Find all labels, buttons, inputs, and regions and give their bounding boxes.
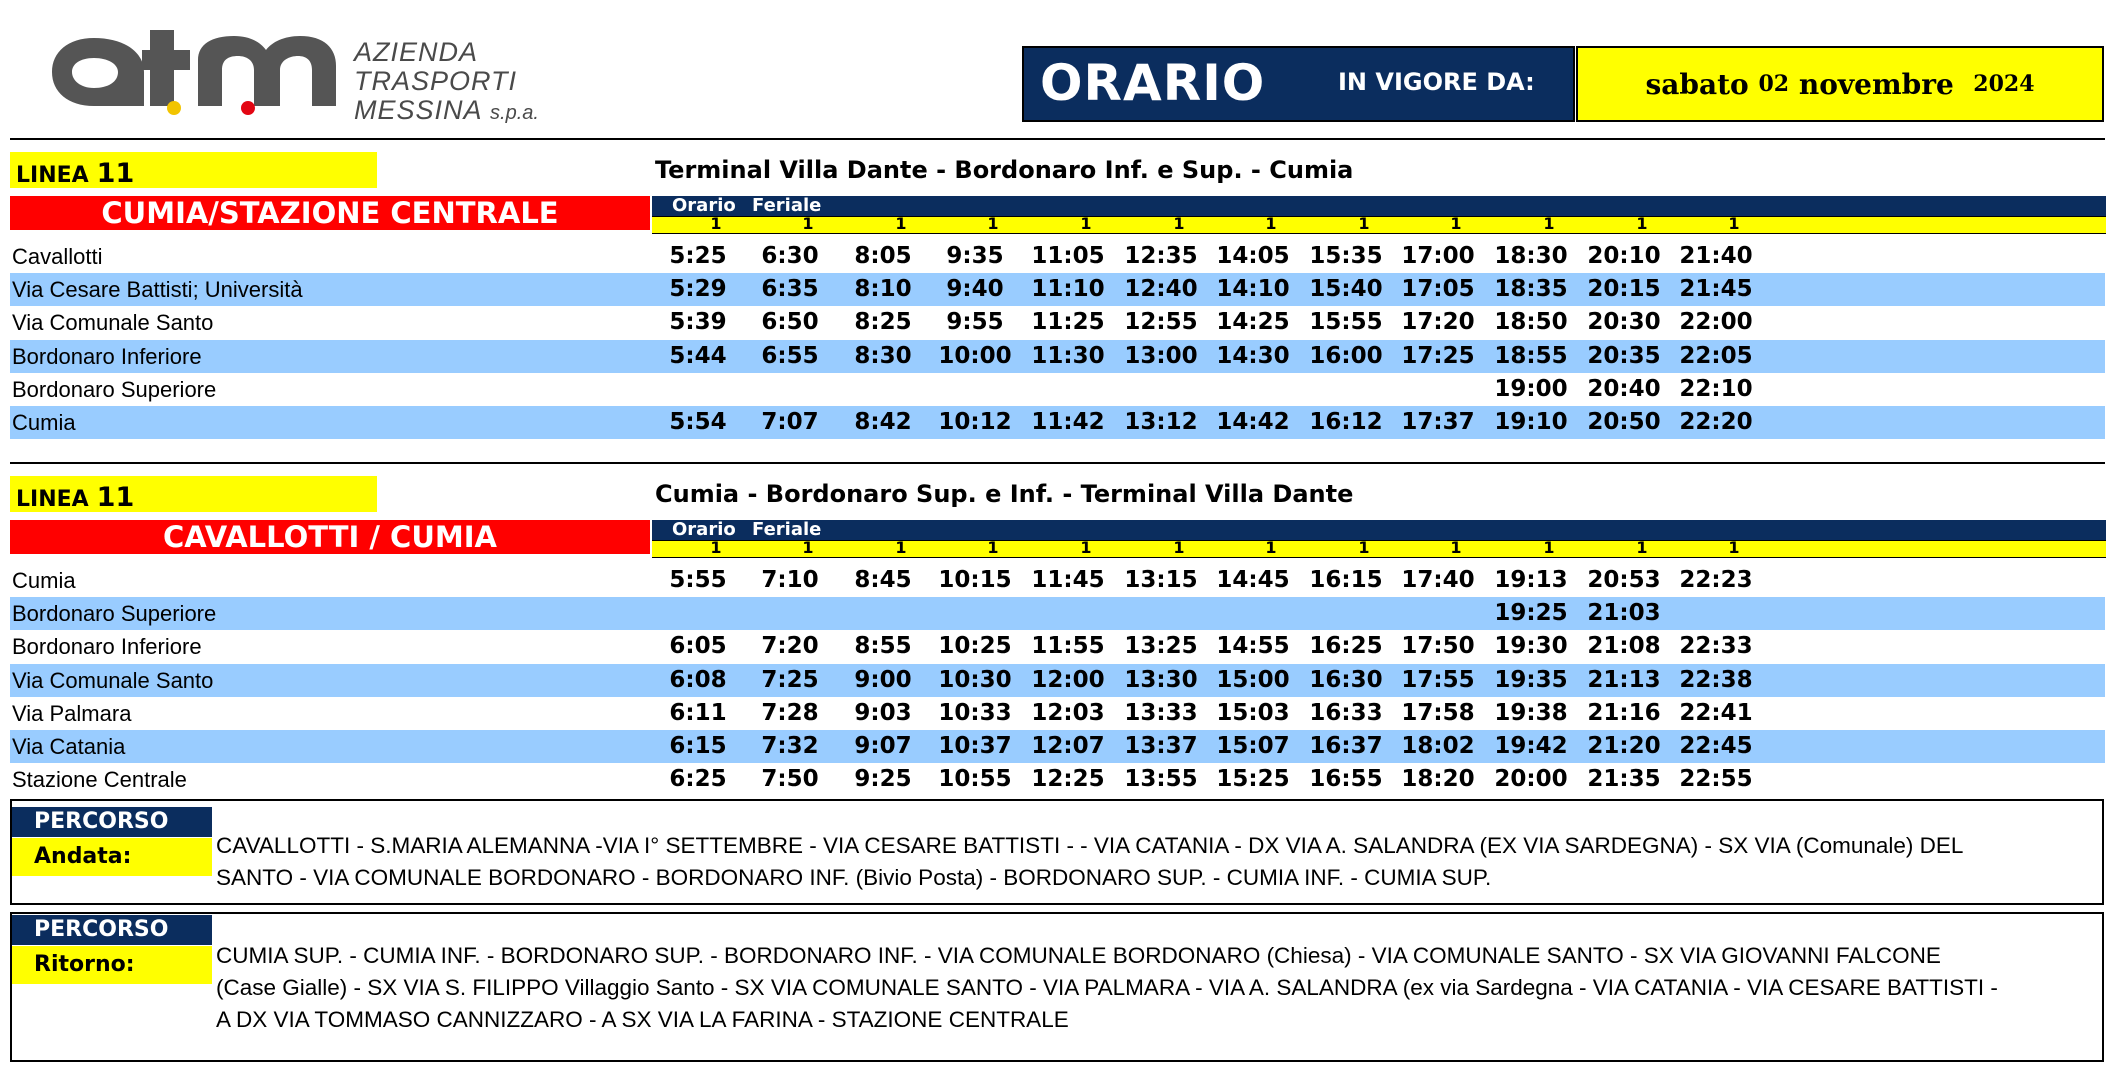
stop-name: Stazione Centrale [12,767,187,793]
departure-time: 16:30 [1309,666,1383,693]
departure-time: 22:23 [1679,567,1753,593]
departure-time: 7:07 [761,409,819,435]
departure-time: 10:12 [938,409,1012,435]
departure-time: 11:42 [1031,409,1105,435]
stop-name: Via Palmara [12,700,132,726]
ritorno-label: Ritorno: [12,946,212,984]
orario-label: Orario [672,519,736,540]
in-vigore-label: IN VIGORE DA: [1338,68,1535,96]
table-row [10,564,2105,597]
run-number: 1 [1636,538,1648,557]
run-number: 1 [1636,214,1648,233]
run-number: 1 [1265,538,1277,557]
departure-time: 16:15 [1309,567,1383,593]
effective-date [1576,46,2104,122]
departure-time: 20:10 [1587,243,1661,269]
departure-time: 13:37 [1124,733,1198,759]
run-number: 1 [1543,214,1555,233]
departure-time: 12:35 [1124,243,1198,269]
percorso-line: CAVALLOTTI - S.MARIA ALEMANNA -VIA I° SETTEMBRE - VIA CESARE BATTISTI - - VIA CATANIA - DX VIA A. SALANDRA (EX VIA SARDEGNA) - SX VIA (Comunale) DEL [216,833,1964,858]
orario-feriale-bar [652,196,2106,216]
departure-time: 17:37 [1401,409,1475,435]
table-row [10,630,2105,663]
departure-time: 14:05 [1216,243,1290,269]
percorso-line: (Case Gialle) - SX VIA S. FILIPPO Villaggio Santo - SX VIA COMUNALE SANTO - VIA PALMARA - VIA A. SALANDRA (ex via Sardegna - VIA CATANIA - VIA CESARE BATTISTI - [216,975,1998,1000]
run-number: 1 [1728,538,1740,557]
run-number: 1 [1173,538,1185,557]
departure-time: 20:40 [1587,375,1661,402]
departure-time: 16:33 [1309,699,1383,726]
departure-time: 6:55 [761,342,819,369]
departure-time: 13:12 [1124,409,1198,435]
departure-time: 16:25 [1309,633,1383,660]
departure-time: 22:33 [1679,633,1753,660]
departure-time: 6:15 [669,733,727,759]
stop-name: Cumia [12,568,76,593]
departure-time: 15:35 [1309,243,1383,269]
run-number: 1 [802,214,814,233]
departure-time: 9:03 [854,699,912,726]
date-day: sabato [1645,67,1749,101]
departure-time: 17:40 [1401,567,1475,593]
orario-feriale-bar [652,520,2106,540]
feriale-label: Feriale [752,195,822,216]
departure-time: 15:25 [1216,766,1290,793]
company-line-2: TRASPORTI [354,66,518,96]
orario-label: Orario [672,195,736,216]
departure-time: 6:30 [761,243,819,269]
departure-time: 10:25 [938,633,1012,660]
table-row [10,730,2105,763]
departure-time: 6:25 [669,766,727,793]
table-row [10,340,2105,373]
departure-time: 5:39 [669,309,727,336]
departure-time: 6:08 [669,666,727,693]
stop-name: Via Catania [12,734,126,759]
departure-time: 13:25 [1124,633,1198,660]
stop-name: Bordonaro Superiore [12,601,217,627]
departure-time: 18:50 [1494,309,1568,336]
table-row [10,373,2105,406]
departure-time: 10:00 [938,342,1012,369]
linea-number: 11 [96,482,135,513]
departure-time: 18:20 [1401,766,1475,793]
percorso-line: CUMIA SUP. - CUMIA INF. - BORDONARO SUP. - BORDONARO INF. - VIA COMUNALE BORDONARO (Chiesa) - VIA COMUNALE SANTO - SX VIA GIOVANNI FALCONE [216,943,1941,968]
departure-time: 17:05 [1401,276,1475,303]
departure-time: 5:25 [669,243,727,269]
departure-time: 17:55 [1401,666,1475,693]
departure-time: 22:20 [1679,409,1753,435]
departure-time: 14:25 [1216,309,1290,336]
departure-time: 13:00 [1124,342,1198,369]
departure-time: 19:25 [1494,600,1568,627]
date-year: 2024 [1973,71,2035,97]
departure-time: 8:10 [854,276,912,303]
direction-banner: CAVALLOTTI / CUMIA [10,520,650,554]
departure-time: 21:16 [1587,699,1661,726]
departure-time: 22:38 [1679,666,1753,693]
run-number: 1 [802,538,814,557]
table-row [10,406,2105,439]
departure-time: 13:33 [1124,699,1198,726]
departure-time: 14:10 [1216,276,1290,303]
company-name [354,38,539,128]
run-number: 1 [1728,214,1740,233]
percorso-line: SANTO - VIA COMUNALE BORDONARO - BORDONARO INF. (Bivio Posta) - BORDONARO SUP. - CUMIA INF. - CUMIA SUP. [216,865,1492,890]
table-row [10,664,2105,697]
table-row [10,763,2105,796]
departure-time: 8:25 [854,309,912,336]
departure-time: 12:00 [1031,666,1105,693]
route-title: Cumia - Bordonaro Sup. e Inf. - Terminal Villa Dante [655,480,1354,508]
departure-time: 9:07 [854,733,912,759]
run-number: 1 [1450,214,1462,233]
feriale-label: Feriale [752,519,822,540]
departure-time: 15:03 [1216,699,1290,726]
departure-time: 6:35 [761,276,819,303]
table-row [10,306,2105,339]
company-suffix: s.p.a. [490,102,539,124]
departure-time: 10:33 [938,699,1012,726]
departure-time: 19:10 [1494,409,1568,435]
departure-time: 11:55 [1031,633,1105,660]
departure-time: 22:41 [1679,699,1753,726]
departure-time: 20:00 [1494,766,1568,793]
departure-time: 21:40 [1679,243,1753,269]
departure-time: 9:40 [946,276,1004,303]
run-number: 1 [1358,538,1370,557]
departure-time: 22:10 [1679,375,1753,402]
departure-time: 13:30 [1124,666,1198,693]
departure-time: 20:30 [1587,309,1661,336]
linea-label [10,152,377,188]
linea-text: LINEA [16,487,89,512]
divider [10,462,2105,464]
departure-time: 21:13 [1587,666,1661,693]
stop-name: Bordonaro Inferiore [12,343,202,369]
departure-time: 22:05 [1679,342,1753,369]
departure-time: 9:55 [946,309,1004,336]
departure-time: 12:03 [1031,699,1105,726]
departure-time: 14:55 [1216,633,1290,660]
departure-time: 5:55 [669,567,727,593]
orario-title: ORARIO [1040,54,1266,112]
departure-time: 17:20 [1401,309,1475,336]
run-number: 1 [1450,538,1462,557]
stop-name: Bordonaro Inferiore [12,634,202,660]
departure-time: 5:54 [669,409,727,435]
stop-name: Bordonaro Superiore [12,376,217,402]
run-number: 1 [710,538,722,557]
stop-name: Via Comunale Santo [12,667,214,693]
departure-time: 21:45 [1679,276,1753,303]
stop-name: Via Comunale Santo [12,310,214,336]
date-num: 02 [1758,71,1790,97]
departure-time: 11:45 [1031,567,1105,593]
andata-label: Andata: [12,838,212,876]
company-line-1: AZIENDA [354,37,479,67]
run-number: 1 [987,214,999,233]
departure-time: 11:30 [1031,342,1105,369]
departure-time: 15:07 [1216,733,1290,759]
stop-name: Cavallotti [12,244,103,269]
departure-time: 8:05 [854,243,912,269]
run-number: 1 [1543,538,1555,557]
departure-time: 8:45 [854,567,912,593]
run-number: 1 [895,214,907,233]
departure-time: 11:25 [1031,309,1105,336]
departure-time: 12:07 [1031,733,1105,759]
departure-time: 18:02 [1401,733,1475,759]
departure-time: 11:10 [1031,276,1105,303]
direction-banner: CUMIA/STAZIONE CENTRALE [10,196,650,230]
departure-time: 18:30 [1494,243,1568,269]
departure-time: 15:00 [1216,666,1290,693]
percorso-andata-text [216,830,2100,894]
departure-time: 6:50 [761,309,819,336]
run-number: 1 [710,214,722,233]
departure-time: 13:15 [1124,567,1198,593]
divider [10,138,2105,140]
departure-time: 18:35 [1494,276,1568,303]
departure-time: 11:05 [1031,243,1105,269]
departure-time: 19:38 [1494,699,1568,726]
departure-time: 19:00 [1494,375,1568,402]
departure-time: 17:50 [1401,633,1475,660]
company-line-3 [354,96,539,128]
departure-time: 7:28 [761,699,819,726]
run-number: 1 [987,538,999,557]
departure-time: 15:40 [1309,276,1383,303]
departure-time: 15:55 [1309,309,1383,336]
run-number: 1 [1265,214,1277,233]
table-row [10,273,2105,306]
departure-time: 8:42 [854,409,912,435]
departure-time: 16:12 [1309,409,1383,435]
departure-time: 14:45 [1216,567,1290,593]
linea-text: LINEA [16,163,89,188]
departure-time: 20:53 [1587,567,1661,593]
departure-time: 8:55 [854,633,912,660]
departure-time: 5:29 [669,276,727,303]
departure-time: 12:40 [1124,276,1198,303]
departure-time: 18:55 [1494,342,1568,369]
departure-time: 6:11 [669,699,727,726]
departure-time: 7:32 [761,733,819,759]
linea-number: 11 [96,158,135,189]
departure-time: 21:35 [1587,766,1661,793]
departure-time: 22:00 [1679,309,1753,336]
departure-time: 22:55 [1679,766,1753,793]
departure-time: 5:44 [669,342,727,369]
atm-logo [48,30,338,116]
table-row [10,240,2105,273]
departure-time: 19:30 [1494,633,1568,660]
departure-time: 21:03 [1587,600,1661,627]
departure-time: 17:00 [1401,243,1475,269]
departure-time: 16:55 [1309,766,1383,793]
departure-time: 9:00 [854,666,912,693]
departure-time: 22:45 [1679,733,1753,759]
departure-time: 19:13 [1494,567,1568,593]
departure-time: 8:30 [854,342,912,369]
departure-time: 12:55 [1124,309,1198,336]
departure-time: 9:25 [854,766,912,793]
departure-time: 16:00 [1309,342,1383,369]
table-row [10,697,2105,730]
departure-time: 19:35 [1494,666,1568,693]
route-title: Terminal Villa Dante - Bordonaro Inf. e Sup. - Cumia [655,156,1354,184]
date-month: novembre [1798,67,1954,101]
departure-time: 13:55 [1124,766,1198,793]
departure-time: 21:08 [1587,633,1661,660]
departure-time: 7:10 [761,567,819,593]
run-number: 1 [1080,538,1092,557]
linea-label [10,476,377,512]
departure-time: 10:15 [938,567,1012,593]
departure-time: 7:20 [761,633,819,660]
departure-time: 6:05 [669,633,727,660]
departure-time: 10:30 [938,666,1012,693]
departure-time: 19:42 [1494,733,1568,759]
percorso-andata-label: PERCORSO [12,807,212,837]
departure-time: 7:25 [761,666,819,693]
stop-name: Cumia [12,410,76,435]
percorso-ritorno-label: PERCORSO [12,915,212,945]
departure-time: 20:50 [1587,409,1661,435]
departure-time: 9:35 [946,243,1004,269]
departure-time: 21:20 [1587,733,1661,759]
departure-time: 7:50 [761,766,819,793]
departure-time: 14:30 [1216,342,1290,369]
departure-time: 17:25 [1401,342,1475,369]
departure-time: 16:37 [1309,733,1383,759]
stop-name: Via Cesare Battisti; Università [12,277,303,303]
run-number-bar [652,540,2106,558]
departure-time: 20:15 [1587,276,1661,303]
run-number: 1 [895,538,907,557]
run-number: 1 [1080,214,1092,233]
table-row [10,597,2105,630]
departure-time: 12:25 [1031,766,1105,793]
run-number: 1 [1173,214,1185,233]
company-line-3-text: MESSINA [354,95,482,125]
departure-time: 10:37 [938,733,1012,759]
run-number: 1 [1358,214,1370,233]
run-number-bar [652,216,2106,234]
percorso-ritorno-text [216,940,2100,1036]
departure-time: 20:35 [1587,342,1661,369]
departure-time: 14:42 [1216,409,1290,435]
percorso-line: A DX VIA TOMMASO CANNIZZARO - A SX VIA LA FARINA - STAZIONE CENTRALE [216,1007,1069,1032]
departure-time: 17:58 [1401,699,1475,726]
departure-time: 10:55 [938,766,1012,793]
